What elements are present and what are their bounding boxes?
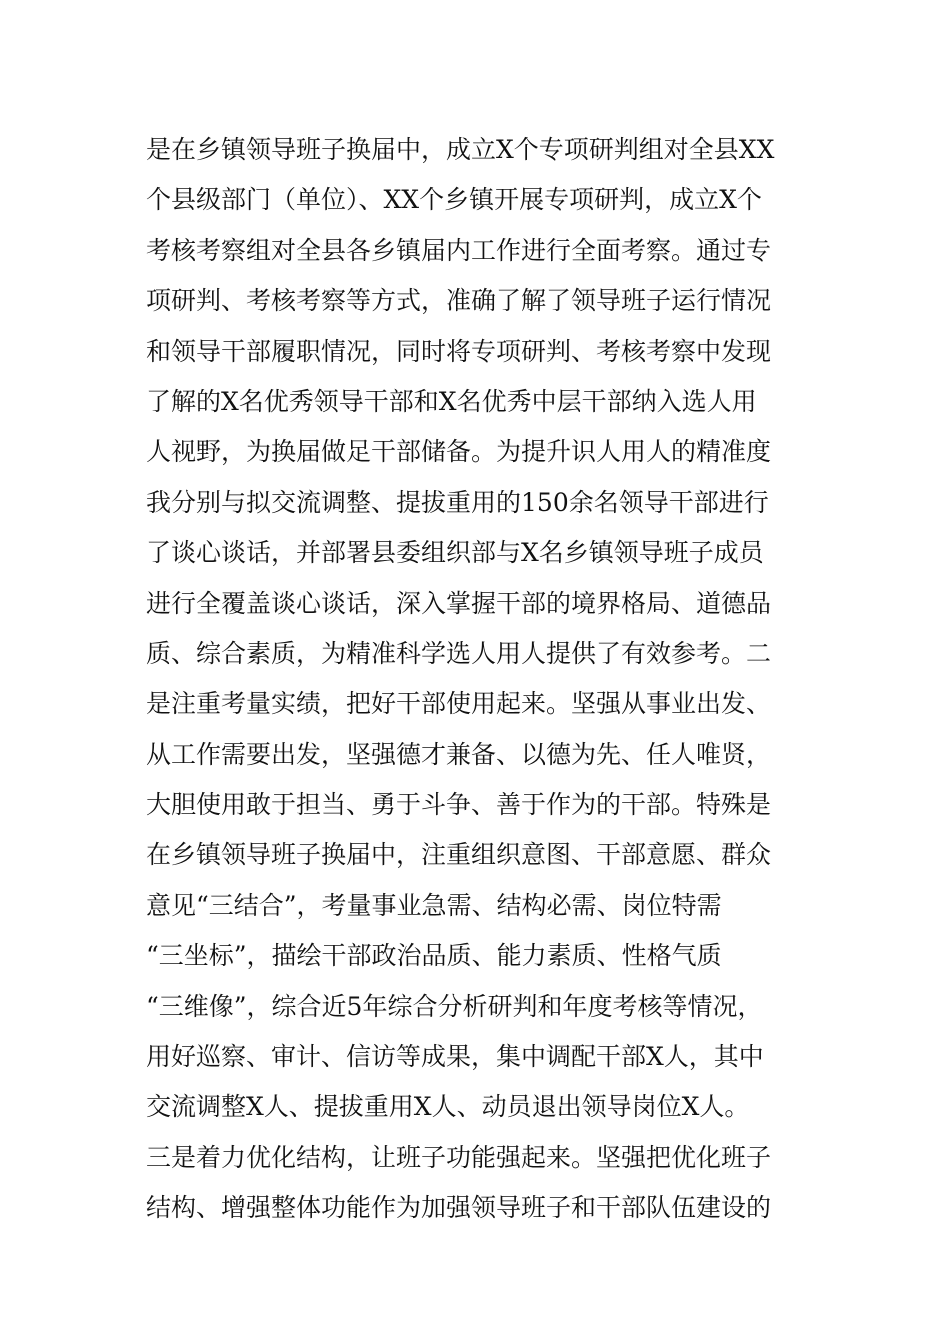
- text-line: 和领导干部履职情况，同时将专项研判、考核考察中发现: [146, 336, 772, 366]
- text-line: 交流调整X人、提拔重用X人、动员退出领导岗位X人。: [146, 1092, 750, 1122]
- text-line: 在乡镇领导班子换届中，注重组织意图、干部意愿、群众: [146, 840, 772, 870]
- text-line: 三是着力优化结构，让班子功能强起来。坚强把优化班子: [146, 1142, 772, 1172]
- text-line: 我分别与拟交流调整、提拔重用的150余名领导干部进行: [146, 487, 769, 517]
- text-line: “三维像”，综合近5年综合分析研判和年度考核等情况，: [146, 991, 763, 1021]
- text-line: 了谈心谈话，并部署县委组织部与X名乡镇领导班子成员: [146, 538, 764, 568]
- text-line: 大胆使用敢于担当、勇于斗争、善于作为的干部。特殊是: [146, 790, 772, 820]
- text-line: 是注重考量实绩，把好干部使用起来。坚强从事业出发、: [146, 689, 772, 719]
- text-line: 结构、增强整体功能作为加强领导班子和干部队伍建设的: [146, 1193, 772, 1223]
- text-line: 考核考察组对全县各乡镇届内工作进行全面考察。通过专: [146, 235, 772, 265]
- text-line: 进行全覆盖谈心谈话，深入掌握干部的境界格局、道德品: [146, 588, 772, 618]
- body-text: [146, 125, 826, 1234]
- text-line: 是在乡镇领导班子换届中，成立X个专项研判组对全县XX: [146, 135, 775, 164]
- text-line: “三坐标”，描绘干部政治品质、能力素质、性格气质: [146, 941, 722, 971]
- text-line: 人视野，为换届做足干部储备。为提升识人用人的精准度: [146, 437, 772, 467]
- text-line: 个县级部门（单位）、XX个乡镇开展专项研判，成立X个: [146, 185, 762, 215]
- text-line: 意见“三结合”，考量事业急需、结构必需、岗位特需: [146, 890, 722, 920]
- text-line: 用好巡察、审计、信访等成果，集中调配干部X人，其中: [146, 1042, 764, 1072]
- text-line: 了解的X名优秀领导干部和X名优秀中层干部纳入选人用: [146, 386, 757, 416]
- text-line: 从工作需要出发，坚强德才兼备、以德为先、任人唯贤，: [146, 739, 772, 769]
- text-line: 质、综合素质，为精准科学选人用人提供了有效参考。二: [146, 638, 772, 668]
- text-line: 项研判、考核考察等方式，准确了解了领导班子运行情况: [146, 286, 772, 316]
